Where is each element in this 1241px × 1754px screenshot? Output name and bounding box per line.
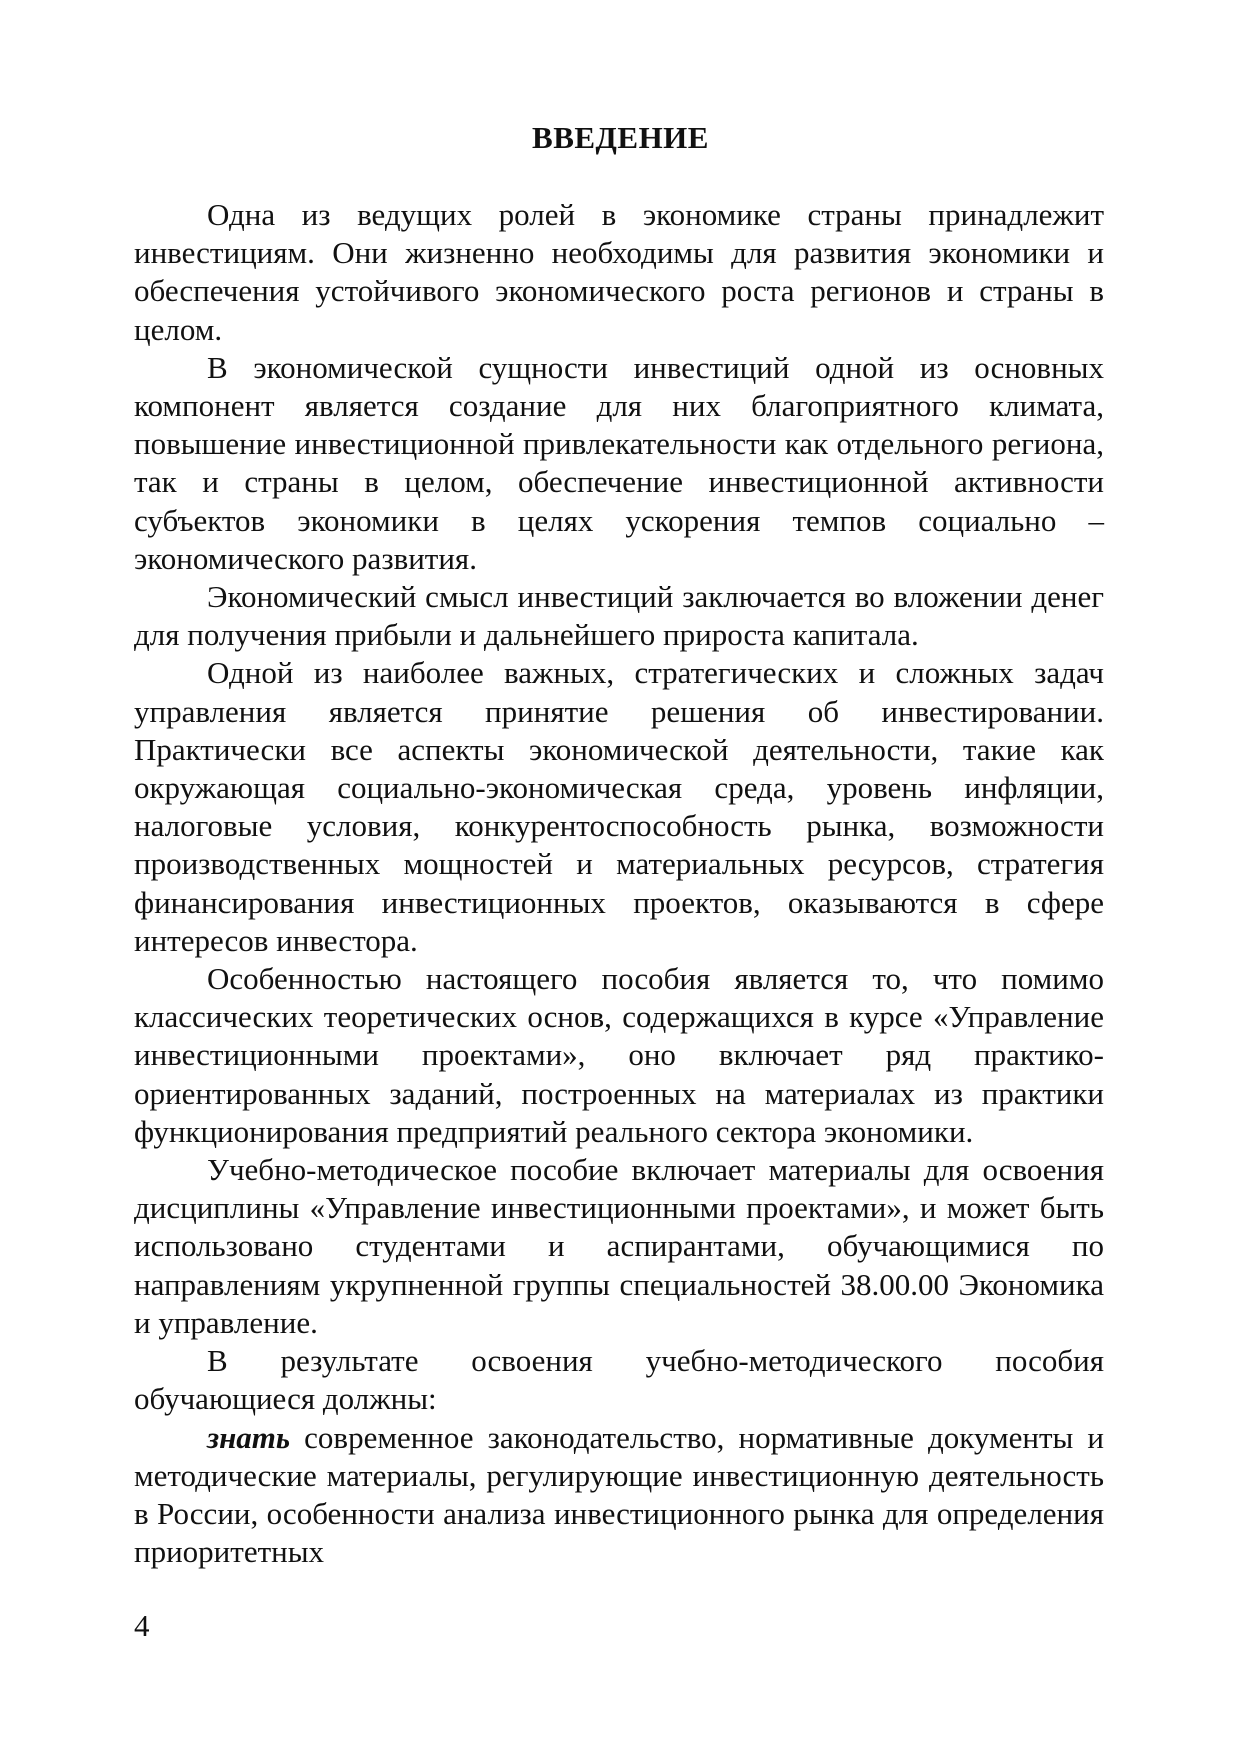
introduction-body (134, 196, 1104, 1571)
page-number: 4 (134, 1608, 150, 1643)
paragraph-5: Особенностью настоящего пособия является то, что помимо классических теоретических основ, содержащихся в курсе «Управление инвестиционными проектами», оно включает ряд практико-ориентированных заданий, построенных на материалах из практики функционирования предприятий реального сектора экономики. (134, 961, 1104, 1149)
paragraph-4: Одной из наиболее важных, стратегических и сложных задач управления является принятие решения об инвестировании. Практически все аспекты экономической деятельности, такие как окружающая социально-экономическая среда, уровень инфляции, налоговые условия, конкурентоспособность рынка, возможности производственных мощностей и материальных ресурсов, стратегия финансирования инвестиционных проектов, оказываются в сфере интересов инвестора. (134, 655, 1104, 958)
paragraph-3: Экономический смысл инвестиций заключается во вложении денег для получения прибыли и дальнейшего прироста капитала. (134, 579, 1104, 653)
emphasis-term: знать (207, 1419, 291, 1455)
paragraph-2: В экономической сущности инвестиций одной из основных компонент является создание для них благоприятного климата, повышение инвестиционной привлекательности как отдельного региона, так и страны в целом, обеспечение инвестиционной активности субъектов экономики в целях ускорения темпов социально – экономического развития. (134, 349, 1104, 576)
paragraph-7: В результате освоения учебно-методического пособия обучающиеся должны: (134, 1343, 1104, 1417)
paragraph-6: Учебно-методическое пособие включает материалы для освоения дисциплины «Управление инвестиционными проектами», и может быть использовано студентами и аспирантами, обучающимися по направлениям укрупненной группы специальностей 38.00.00 Экономика и управление. (134, 1152, 1104, 1340)
paragraph-8-text: современное законодательство, нормативные документы и методические материалы, регулирующие инвестиционную деятельность в России, особенности анализа инвестиционного рынка для определения приоритетных (134, 1419, 1104, 1570)
paragraph-1: Одна из ведущих ролей в экономике страны принадлежит инвестициям. Они жизненно необходимы для развития экономики и обеспечения устойчивого экономического роста регионов и страны в целом. (134, 197, 1104, 347)
page-title: ВВЕДЕНИЕ (532, 120, 709, 155)
paragraph-8 (134, 1419, 1104, 1572)
